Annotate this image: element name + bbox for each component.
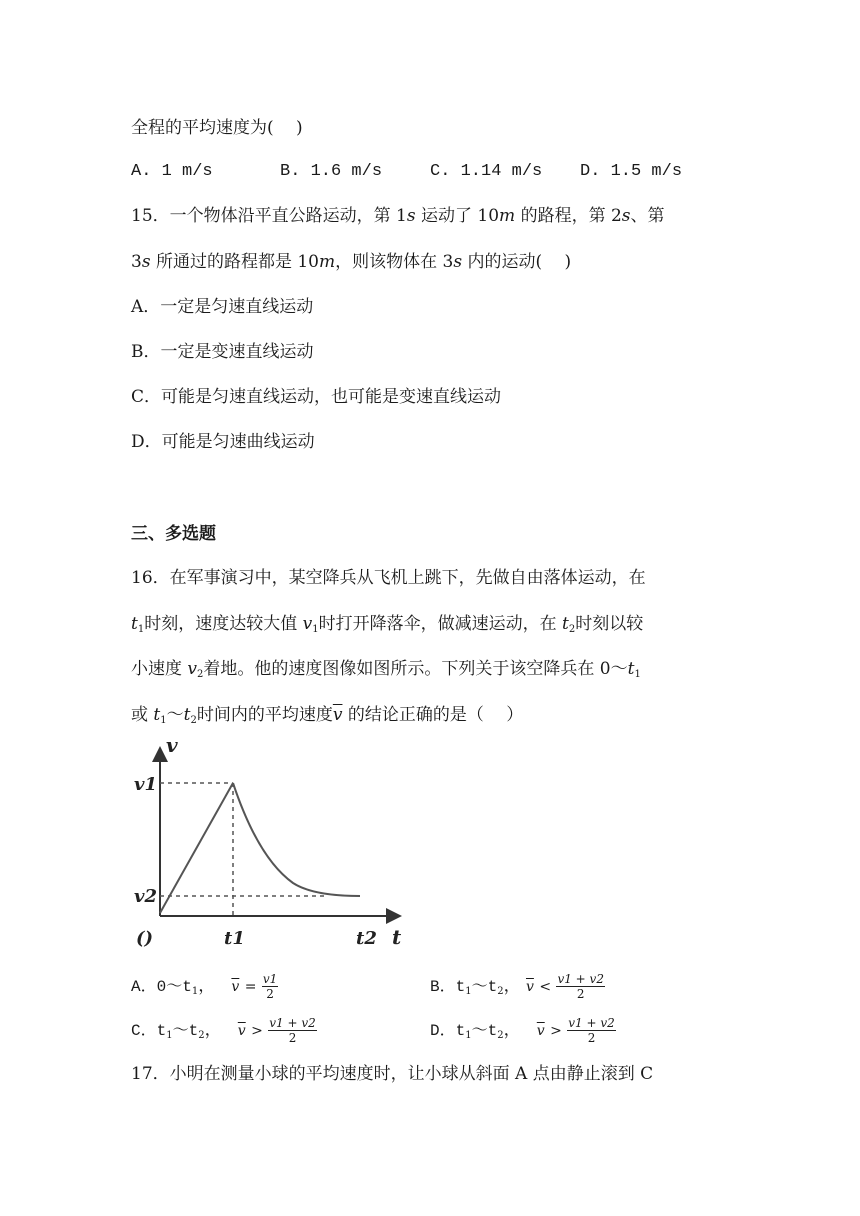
q15-option-c: C．可能是匀速直线运动，也可能是变速直线运动 — [131, 387, 502, 407]
x-axis-label: t — [392, 925, 402, 949]
q16-option-c: C．$t_1\sim t_2$， $\overline{v}$ > $\frac{v1 + v2}{2}$ — [131, 1016, 316, 1045]
q16-option-d: D．$t_1\sim t_2$， $\overline{v}$ > $\frac{v1 + v2}{2}$ — [430, 1016, 615, 1045]
q16-line-2: $t_1$时刻，速度达较大值 $v_1$时打开降落伞，做减速运动，在 $t_2$时刻以较 — [131, 614, 644, 635]
y-axis-label: v — [166, 738, 178, 757]
q15-option-a: A．一定是匀速直线运动 — [131, 297, 314, 317]
q16-option-a: A．$0\sim t_1$， $\overline{v}$ = $\frac{v1}{2}$ — [131, 972, 278, 1001]
q16-line-4: 或 $t_1\sim t_2$时间内的平均速度$\overline{v}$ 的结论正确的是（ ） — [131, 705, 524, 726]
accel-segment — [160, 783, 233, 913]
q14-option-d: D. 1.5 m/s — [580, 162, 683, 181]
velocity-time-graph — [128, 738, 408, 953]
q16-line-1: 16．在军事演习中，某空降兵从飞机上跳下，先做自由落体运动，在 — [131, 568, 646, 588]
q15-line-2: 3s 所通过的路程都是 10m，则该物体在 3s 内的运动( ) — [131, 252, 572, 272]
q16-option-b: B．$t_1\sim t_2$， $\overline{v}$ < $\frac{v1 + v2}{2}$ — [430, 972, 604, 1001]
q15-option-d: D．可能是匀速曲线运动 — [131, 432, 315, 452]
decel-curve — [233, 783, 360, 896]
q15-option-b: B．一定是变速直线运动 — [131, 342, 314, 362]
t2-label: t2 — [356, 928, 377, 949]
q14-option-a: A. 1 m/s — [131, 162, 213, 181]
t1-label: t1 — [224, 928, 245, 949]
q15-line-1: 15．一个物体沿平直公路运动，第 1s 运动了 10m 的路程，第 2s、第 — [131, 206, 665, 226]
q14-option-c: C. 1.14 m/s — [430, 162, 543, 181]
q14-option-b: B. 1.6 m/s — [280, 162, 383, 181]
v2-label: v2 — [134, 886, 157, 907]
section-heading: 三、多选题 — [131, 524, 216, 544]
v1-label: v1 — [134, 774, 157, 795]
q16-line-3: 小速度 $v_2$着地。他的速度图像如图所示。下列关于该空降兵在 $0\sim t_1$ — [131, 659, 641, 680]
q17-line-1: 17．小明在测量小球的平均速度时，让小球从斜面 A 点由静止滚到 C — [131, 1064, 654, 1084]
origin-label: () — [136, 928, 154, 949]
q14-stem-end: 全程的平均速度为( ) — [131, 118, 303, 138]
